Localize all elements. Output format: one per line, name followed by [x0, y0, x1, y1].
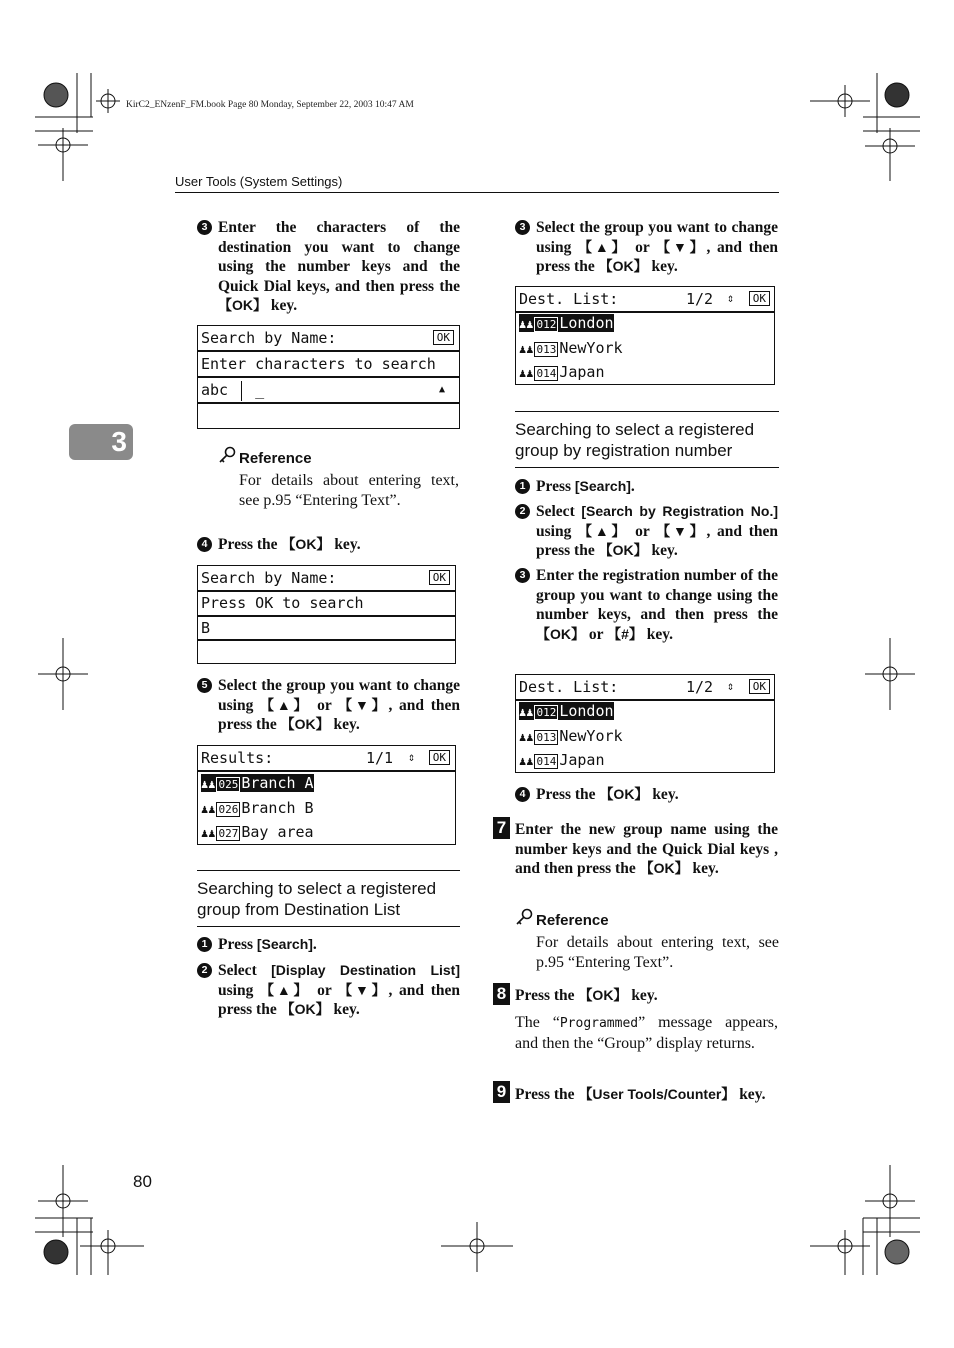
step-text-2: , and then press the	[536, 238, 779, 276]
lcd-group-name: Branch B	[241, 799, 314, 817]
lcd-list-row	[516, 360, 774, 384]
or-text: or	[635, 522, 650, 540]
step-text-3: , and then press the	[536, 522, 779, 560]
lcd-title: Results:	[201, 749, 274, 767]
search-key: [Search]	[256, 936, 313, 952]
lcd-title: Dest. List:	[519, 290, 619, 308]
step-number: 3	[197, 220, 212, 235]
down-key: 【▼】	[656, 238, 707, 255]
body-text-2: ” message appears, and then the “Group” display returns.	[515, 1014, 778, 1052]
lcd-group-name: Branch A	[241, 774, 314, 792]
up-key: 【▲】	[578, 522, 629, 539]
ok-key: 【OK】	[598, 542, 648, 559]
lcd-prompt: Press OK to search	[201, 594, 364, 612]
right-substep-4	[519, 785, 778, 805]
step-end: key.	[334, 536, 361, 553]
search-by-registration-no-key: [Search by Registration No.]	[581, 503, 778, 519]
up-key: 【▲】	[578, 238, 629, 255]
group-icon: ♟♟	[519, 366, 534, 380]
lcd-reg-number: 013	[536, 343, 557, 356]
section-rule-top	[515, 411, 779, 412]
lcd-group-name: Bay area	[241, 823, 314, 841]
right-substep-2	[519, 502, 779, 561]
lcd-page-indicator: 1/1	[366, 749, 394, 767]
lcd-list-row	[516, 724, 774, 748]
step-number: 1	[515, 479, 530, 494]
right-substep-1	[519, 477, 778, 497]
printer-header: KirC2_ENzenF_FM.book Page 80 Monday, September 22, 2003 10:47 AM	[126, 100, 414, 110]
left-step-3	[201, 218, 460, 316]
step-number: 4	[515, 787, 530, 802]
step-8-body	[515, 1013, 778, 1053]
step-text: Press the	[515, 987, 575, 1004]
user-tools-counter-key: 【User Tools/Counter】	[578, 1086, 736, 1102]
step-number: 3	[515, 220, 530, 235]
page-number: 80	[133, 1172, 152, 1191]
lcd-reg-number: 012	[536, 318, 557, 331]
step-text: Enter the characters of the destination you want to change using the number keys and the Quick Dial keys, and then press the	[218, 219, 460, 295]
section-rule-top	[197, 870, 460, 871]
reference-title: Reference	[536, 912, 609, 929]
updown-icon: ⇕	[727, 291, 735, 305]
step-end: key.	[652, 786, 679, 803]
lcd-reg-number: 013	[536, 731, 557, 744]
step-number: 9	[493, 1081, 510, 1103]
ok-key: 【OK】	[536, 625, 585, 642]
step-end: key.	[333, 1001, 360, 1019]
display-destination-list-key: [Display Destination List]	[271, 962, 460, 978]
group-icon: ♟♟	[201, 802, 216, 816]
or-text: or	[635, 238, 650, 256]
lcd-ok-icon: OK	[429, 570, 450, 585]
lcd-title: Search by Name:	[201, 569, 337, 587]
lcd-dest-list-1	[515, 286, 775, 385]
lcd-search-by-name-2	[197, 565, 456, 664]
lcd-input-row	[198, 378, 459, 402]
lcd-title: Search by Name:	[201, 329, 337, 347]
header-rule	[175, 192, 779, 193]
reference-key-icon	[218, 446, 238, 464]
lcd-group-name: NewYork	[559, 727, 623, 745]
lcd-ok-icon: OK	[749, 291, 770, 306]
lcd-page-indicator: 1/2	[686, 678, 714, 696]
step-number: 2	[197, 963, 212, 978]
updown-icon: ⇕	[408, 750, 416, 764]
lcd-group-name: Japan	[559, 363, 605, 381]
lcd-list-row	[198, 820, 455, 844]
lcd-reg-number: 014	[536, 367, 557, 380]
lcd-list-row	[198, 771, 455, 795]
lcd-reg-number: 025	[218, 778, 239, 791]
lcd-reg-number: 027	[218, 827, 239, 840]
step-end: .	[630, 478, 635, 495]
running-head: User Tools (System Settings)	[175, 174, 343, 189]
step-text: Enter the registration number of the group you want to change using the number keys, and then press the	[536, 567, 778, 624]
lcd-group-name: London	[559, 702, 614, 720]
chapter-tab: 3	[69, 424, 133, 460]
lcd-input-mode: abc	[201, 381, 229, 399]
step-text: Select	[536, 503, 575, 520]
down-key: 【▼】	[656, 522, 707, 539]
lcd-ok-icon: OK	[429, 750, 450, 765]
group-icon: ♟♟	[519, 317, 534, 331]
step-text: Press the	[218, 536, 278, 553]
lcd-results	[197, 745, 456, 845]
step-number: 1	[197, 937, 212, 952]
step-number: 2	[515, 504, 530, 519]
group-icon: ♟♟	[519, 730, 534, 744]
lcd-reg-number: 014	[536, 755, 557, 768]
step-end: .	[312, 936, 317, 953]
step-end: key.	[270, 297, 298, 315]
step-text-2: using	[218, 981, 254, 999]
step-number: 8	[493, 983, 510, 1005]
step-end: key.	[692, 860, 719, 878]
ok-key: 【OK】	[281, 536, 331, 552]
lcd-page-indicator: 1/2	[686, 290, 714, 308]
step-number: 3	[515, 568, 530, 583]
step-text-2: , and then press the	[218, 696, 461, 734]
section-title-registration-number: Searching to select a registered group by registration number	[515, 420, 755, 460]
lcd-search-by-name-1	[197, 325, 460, 429]
lcd-dest-list-2	[515, 674, 775, 773]
step-text: Enter the new group name using the number keys and the Quick Dial keys , and then press the	[515, 821, 778, 878]
step-text: Select	[218, 962, 257, 979]
lcd-list-row	[516, 748, 774, 772]
group-icon: ♟♟	[201, 777, 216, 791]
step-text: Select the group you want to change using	[218, 677, 460, 714]
ok-key: 【OK】	[578, 987, 628, 1003]
lcd-reg-number: 012	[536, 706, 557, 719]
step-7	[496, 817, 778, 879]
ok-key: 【OK】	[639, 860, 689, 877]
left-substep-2	[201, 961, 461, 1020]
ok-key: 【OK】	[280, 716, 330, 733]
lcd-group-name: London	[559, 314, 614, 332]
search-key: [Search]	[574, 478, 631, 494]
left-substep-1	[201, 935, 460, 955]
step-8	[496, 983, 778, 1006]
ok-key: 【OK】	[218, 297, 267, 314]
hash-key: 【#】	[607, 625, 643, 642]
lcd-group-name: NewYork	[559, 339, 623, 357]
lcd-input-cursor: _	[255, 381, 265, 399]
reference-text: For details about entering text, see p.95 “Entering Text”.	[239, 472, 459, 509]
down-key: 【▼】	[338, 696, 389, 713]
lcd-ok-icon: OK	[433, 330, 454, 345]
section-rule-bottom	[515, 467, 779, 468]
group-icon: ♟♟	[519, 705, 534, 719]
step-text: Press the	[515, 1086, 575, 1103]
lcd-ok-icon: OK	[749, 679, 770, 694]
ok-key: 【OK】	[598, 258, 648, 275]
lcd-reg-number: 026	[218, 803, 239, 816]
or-text: or	[588, 625, 604, 643]
step-end: key.	[646, 625, 674, 643]
step-text-3: , and then press the	[218, 981, 461, 1019]
arrow-up-icon: ▲	[438, 384, 445, 395]
reference-title: Reference	[239, 450, 312, 467]
programmed-message: Programmed	[559, 1016, 639, 1031]
reference-text: For details about entering text, see p.95 “Entering Text”.	[536, 934, 779, 971]
lcd-title: Dest. List:	[519, 678, 619, 696]
right-step-3	[519, 218, 779, 277]
lcd-list-row	[516, 336, 774, 360]
lcd-group-name: Japan	[559, 751, 605, 769]
group-icon: ♟♟	[519, 342, 534, 356]
lcd-prompt: Enter characters to search	[201, 355, 436, 373]
step-text: Press	[218, 936, 254, 953]
lcd-input: B	[201, 619, 211, 637]
section-rule-bottom	[197, 926, 460, 927]
ok-key: 【OK】	[599, 786, 649, 802]
lcd-list-row	[516, 311, 774, 335]
step-text: Press	[536, 478, 572, 495]
step-number: 7	[493, 817, 510, 839]
ok-key: 【OK】	[280, 1001, 330, 1018]
step-text-2: using	[536, 522, 572, 540]
body-text: The “	[515, 1014, 560, 1031]
step-number: 5	[197, 678, 212, 693]
group-icon: ♟♟	[201, 826, 216, 840]
up-key: 【▲】	[260, 981, 311, 998]
left-step-5	[201, 676, 461, 735]
left-step-4	[201, 535, 460, 555]
step-text: Select the group you want to change using	[536, 219, 778, 256]
reference-key-icon	[515, 908, 535, 926]
step-end: key.	[651, 258, 678, 276]
step-end: key.	[333, 716, 360, 734]
updown-icon: ⇕	[727, 679, 735, 693]
or-text: or	[317, 981, 332, 999]
step-end: key.	[651, 542, 678, 560]
up-key: 【▲】	[260, 696, 311, 713]
step-text: Press the	[536, 786, 596, 803]
step-end: key.	[739, 1086, 766, 1103]
lcd-list-row	[516, 699, 774, 723]
step-number: 4	[197, 537, 212, 552]
down-key: 【▼】	[338, 981, 389, 998]
group-icon: ♟♟	[519, 754, 534, 768]
or-text: or	[317, 696, 332, 714]
section-title-destination-list: Searching to select a registered group from Destination List	[197, 879, 437, 919]
lcd-list-row	[198, 796, 455, 820]
right-substep-3	[519, 566, 778, 644]
step-9	[496, 1081, 785, 1105]
step-end: key.	[631, 987, 658, 1004]
